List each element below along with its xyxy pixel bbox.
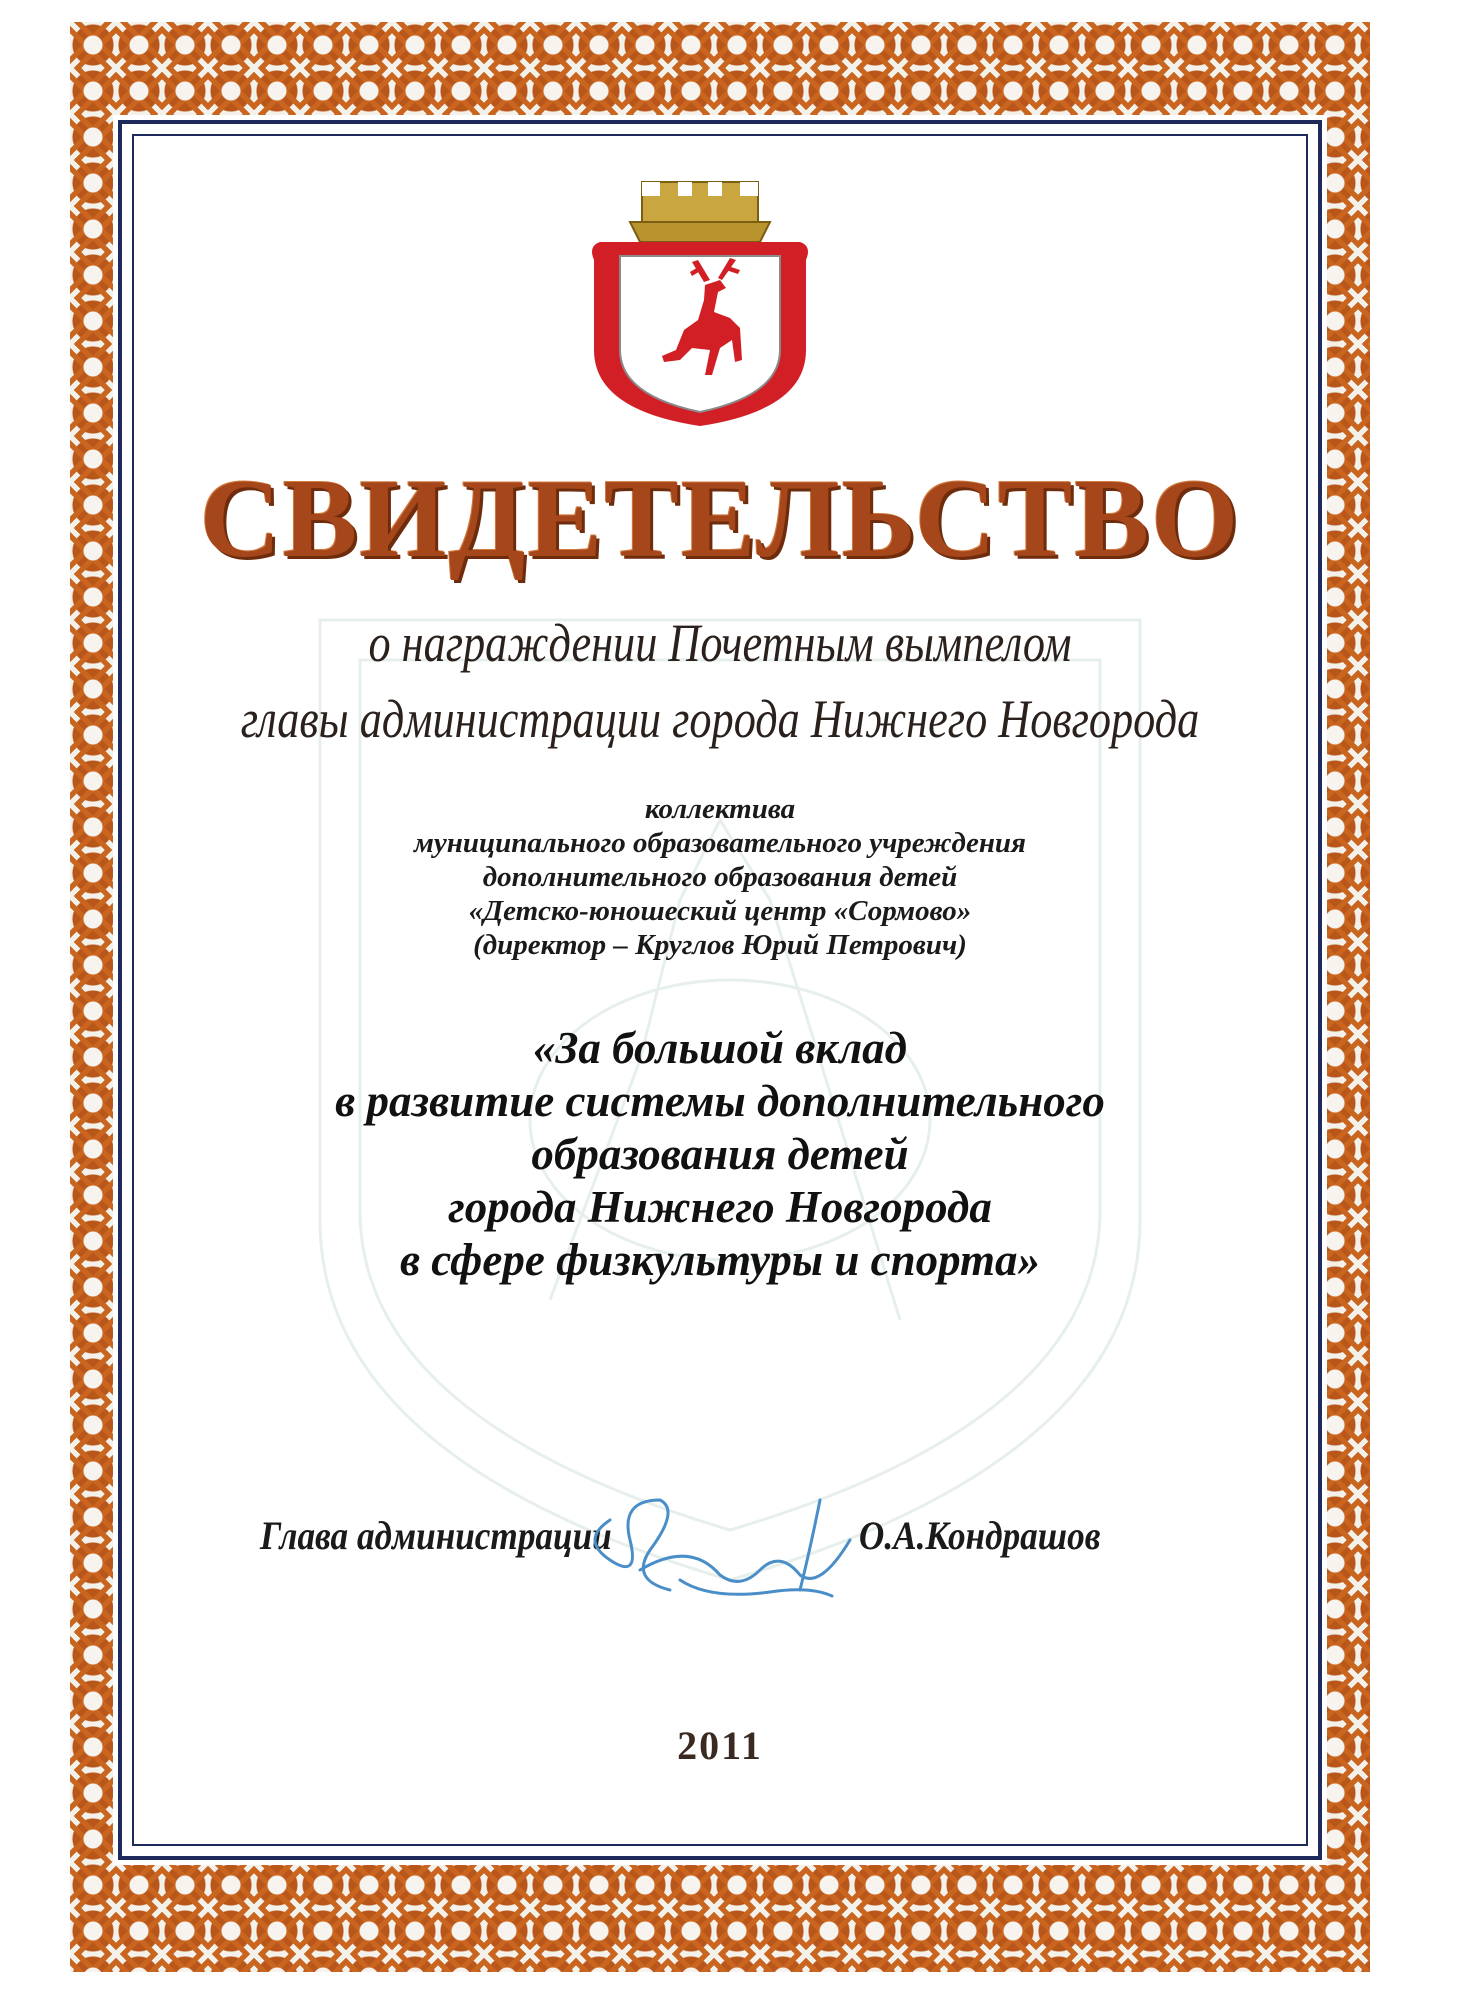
coat-of-arms-icon (580, 180, 820, 430)
certificate-year: 2011 (677, 1723, 763, 1768)
recipient-line: (директор – Круглов Юрий Петрович) (473, 929, 967, 961)
signature-icon (570, 1480, 870, 1610)
recipient-line: коллектива (644, 793, 796, 825)
recipient-line: дополнительного образования детей (482, 861, 958, 893)
subtitle-line-1: о награждении Почетным вымпелом (368, 613, 1072, 673)
signatory-name: О.А.Кондрашов (858, 1513, 1100, 1558)
motto-line: в развитие системы дополнительного (335, 1076, 1105, 1126)
motto-line: образования детей (531, 1129, 909, 1179)
certificate-title: СВИДЕТЕЛЬСТВО (199, 457, 1241, 581)
recipient-line: «Детско-юношеский центр «Сормово» (468, 895, 972, 927)
recipient-block (120, 792, 1320, 962)
award-motto (120, 1022, 1320, 1287)
recipient-line: муниципального образовательного учреждения (413, 827, 1026, 859)
subtitle-line-2: главы администрации города Нижнего Новгорода (240, 689, 1200, 749)
crown-icon (630, 182, 770, 242)
motto-line: «За большой вклад (532, 1023, 908, 1073)
signatory-title: Глава администрации (260, 1513, 612, 1558)
motto-line: в сфере физкультуры и спорта» (399, 1235, 1041, 1285)
motto-line: города Нижнего Новгорода (448, 1182, 992, 1232)
